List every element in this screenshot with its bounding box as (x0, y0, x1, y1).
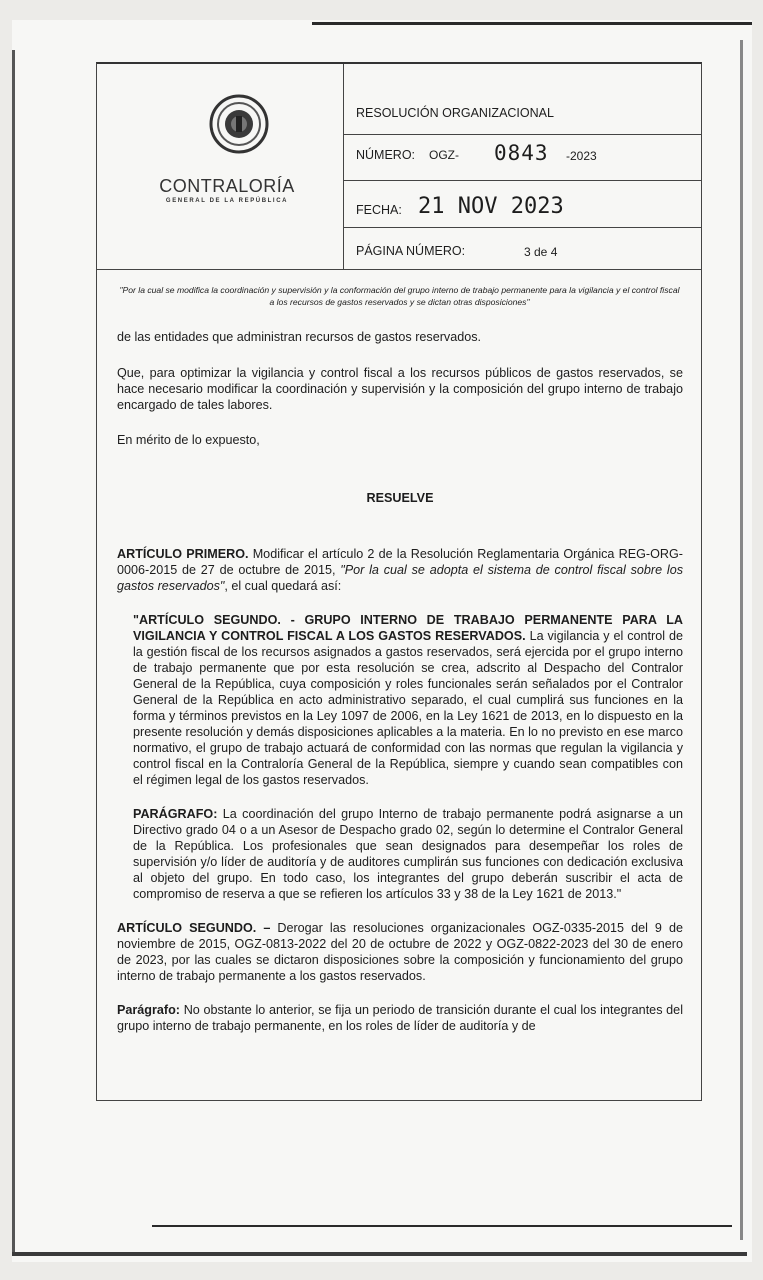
paragraph-1: de las entidades que administran recursos de gastos reservados. (117, 330, 482, 344)
article-1-text-a: Modificar el artículo 2 de la Resolución Reglamentaria Orgánica REG-ORG-0006-2015 de 27 de octubre de 2015, (117, 547, 683, 577)
pagina-value: 3 de 4 (524, 245, 558, 259)
document-body (117, 329, 683, 1034)
article-2-label: ARTÍCULO SEGUNDO. – (117, 921, 271, 935)
paragrafo-2-text: No obstante lo anterior, se fija un periodo de transición durante el cual los integrantes del grupo interno de trabajo permanente, en los roles de líder de auditoría y de (117, 1003, 683, 1033)
document-header (97, 64, 701, 270)
fecha-value: 21 NOV 2023 (418, 194, 564, 219)
scan-edge-left (12, 50, 15, 1255)
quoted-article-label: "ARTÍCULO SEGUNDO. - GRUPO INTERNO DE TRABAJO PERMANENTE PARA LA VIGILANCIA Y CONTROL FISCAL A LOS GASTOS RESERVADOS. (133, 613, 683, 643)
paragrafo-label: PARÁGRAFO: (133, 807, 218, 821)
org-subtitle: GENERAL DE LA REPÚBLICA (165, 198, 289, 204)
paragrafo-text: La coordinación del grupo Interno de trabajo permanente podrá asignarse a un Directivo grado 04 o a un Asesor de Despacho grado 02, según lo determine el Contralor General de la República. Los profesionales que sean designados para desempeñar los roles de supervisión y/o líder de auditoría y de auditores cumplirán sus funciones con dedicación exclusiva al objeto del grupo. En todo caso, los integrantes del grupo deberán suscribir el acta de compromiso de reserva a que se refieren los artículos 33 y 38 de la Ley 1621 de 2013." (133, 807, 683, 901)
seal-icon (209, 94, 269, 154)
doc-type-row (344, 64, 701, 135)
paragraph-3: En mérito de lo expuesto, (117, 433, 260, 447)
scan-edge-bottom (12, 1252, 747, 1256)
pagina-row (344, 228, 701, 269)
article-2-text: Derogar las resoluciones organizacionales OGZ-0335-2015 del 9 de noviembre de 2015, OGZ-0813-2022 del 20 de octubre de 2022 y OGZ-0822-2023 del 30 de enero de 2023, por las cuales se dictaron disposiciones sobre la composición y funcionamiento del grupo interno de trabajo permanente a los gastos reservados. (117, 921, 683, 983)
scan-edge-bottom-inner (152, 1225, 732, 1227)
fecha-row (344, 181, 701, 228)
paragrafo (133, 806, 683, 902)
org-name: CONTRALORÍA (159, 176, 295, 196)
numero-prefix: OGZ- (429, 148, 459, 162)
scan-edge-right (740, 40, 743, 1240)
quoted-article-text: La vigilancia y el control de la gestión fiscal de los recursos asignados a gastos reservados, será ejercida por el grupo interno de trabajo permanente que por esta resolución se crea, adscrito al Despacho del Contralor General de la República, cuya composición y roles funcionales serán señalados por el Contralor General de la República en acto administrativo separado, el cual cumplirá sus funciones en la forma y términos previstos en la Ley 1097 de 2006, en la Ley 1621 de 2013, en lo dispuesto en la presente resolución y demás disposiciones aplicables a la materia. En lo no previsto en ese marco normativo, el grupo de trabajo actuará de conformidad con las normas que regulan la vigilancia y control fiscal en la Contraloría General de la República, siempre y cuando sean compatibles con el régimen legal de los gastos reservados. (133, 629, 683, 787)
numero-value: 0843 (494, 141, 549, 165)
quoted-article (133, 612, 683, 788)
logo-cell (111, 64, 344, 269)
numero-row (344, 135, 701, 181)
resuelve-heading: RESUELVE (366, 491, 434, 505)
paragrafo-2-label: Parágrafo: (117, 1003, 180, 1017)
article-2 (117, 920, 683, 984)
document-frame (96, 62, 702, 1101)
article-1 (117, 546, 683, 594)
numero-suffix: -2023 (566, 149, 597, 163)
numero-label: NÚMERO: (356, 148, 416, 162)
resolution-subject: "Por la cual se modifica la coordinación y supervisión y la conformación del grupo interno de trabajo permanente para la vigilancia y el control fiscal a los recursos de gastos reservados y se dictan otras disposiciones" (119, 285, 680, 307)
doc-type: RESOLUCIÓN ORGANIZACIONAL (356, 106, 554, 120)
article-1-label: ARTÍCULO PRIMERO. (117, 547, 249, 561)
fecha-label: FECHA: (356, 203, 402, 217)
paragraph-2: Que, para optimizar la vigilancia y control fiscal a los recursos públicos de gastos reservados, se hace necesario modificar la coordinación y supervisión y la composición del grupo interno de trabajo encargado de tales labores. (117, 366, 683, 412)
pagina-label: PÁGINA NÚMERO: (356, 244, 466, 258)
scan-edge-top (312, 22, 752, 25)
article-1-italic: "Por la cual se adopta el sistema de control fiscal sobre los gastos reservados" (117, 563, 683, 593)
article-1-text-b: , el cual quedará así: (224, 579, 342, 593)
paragrafo-2 (117, 1002, 683, 1034)
